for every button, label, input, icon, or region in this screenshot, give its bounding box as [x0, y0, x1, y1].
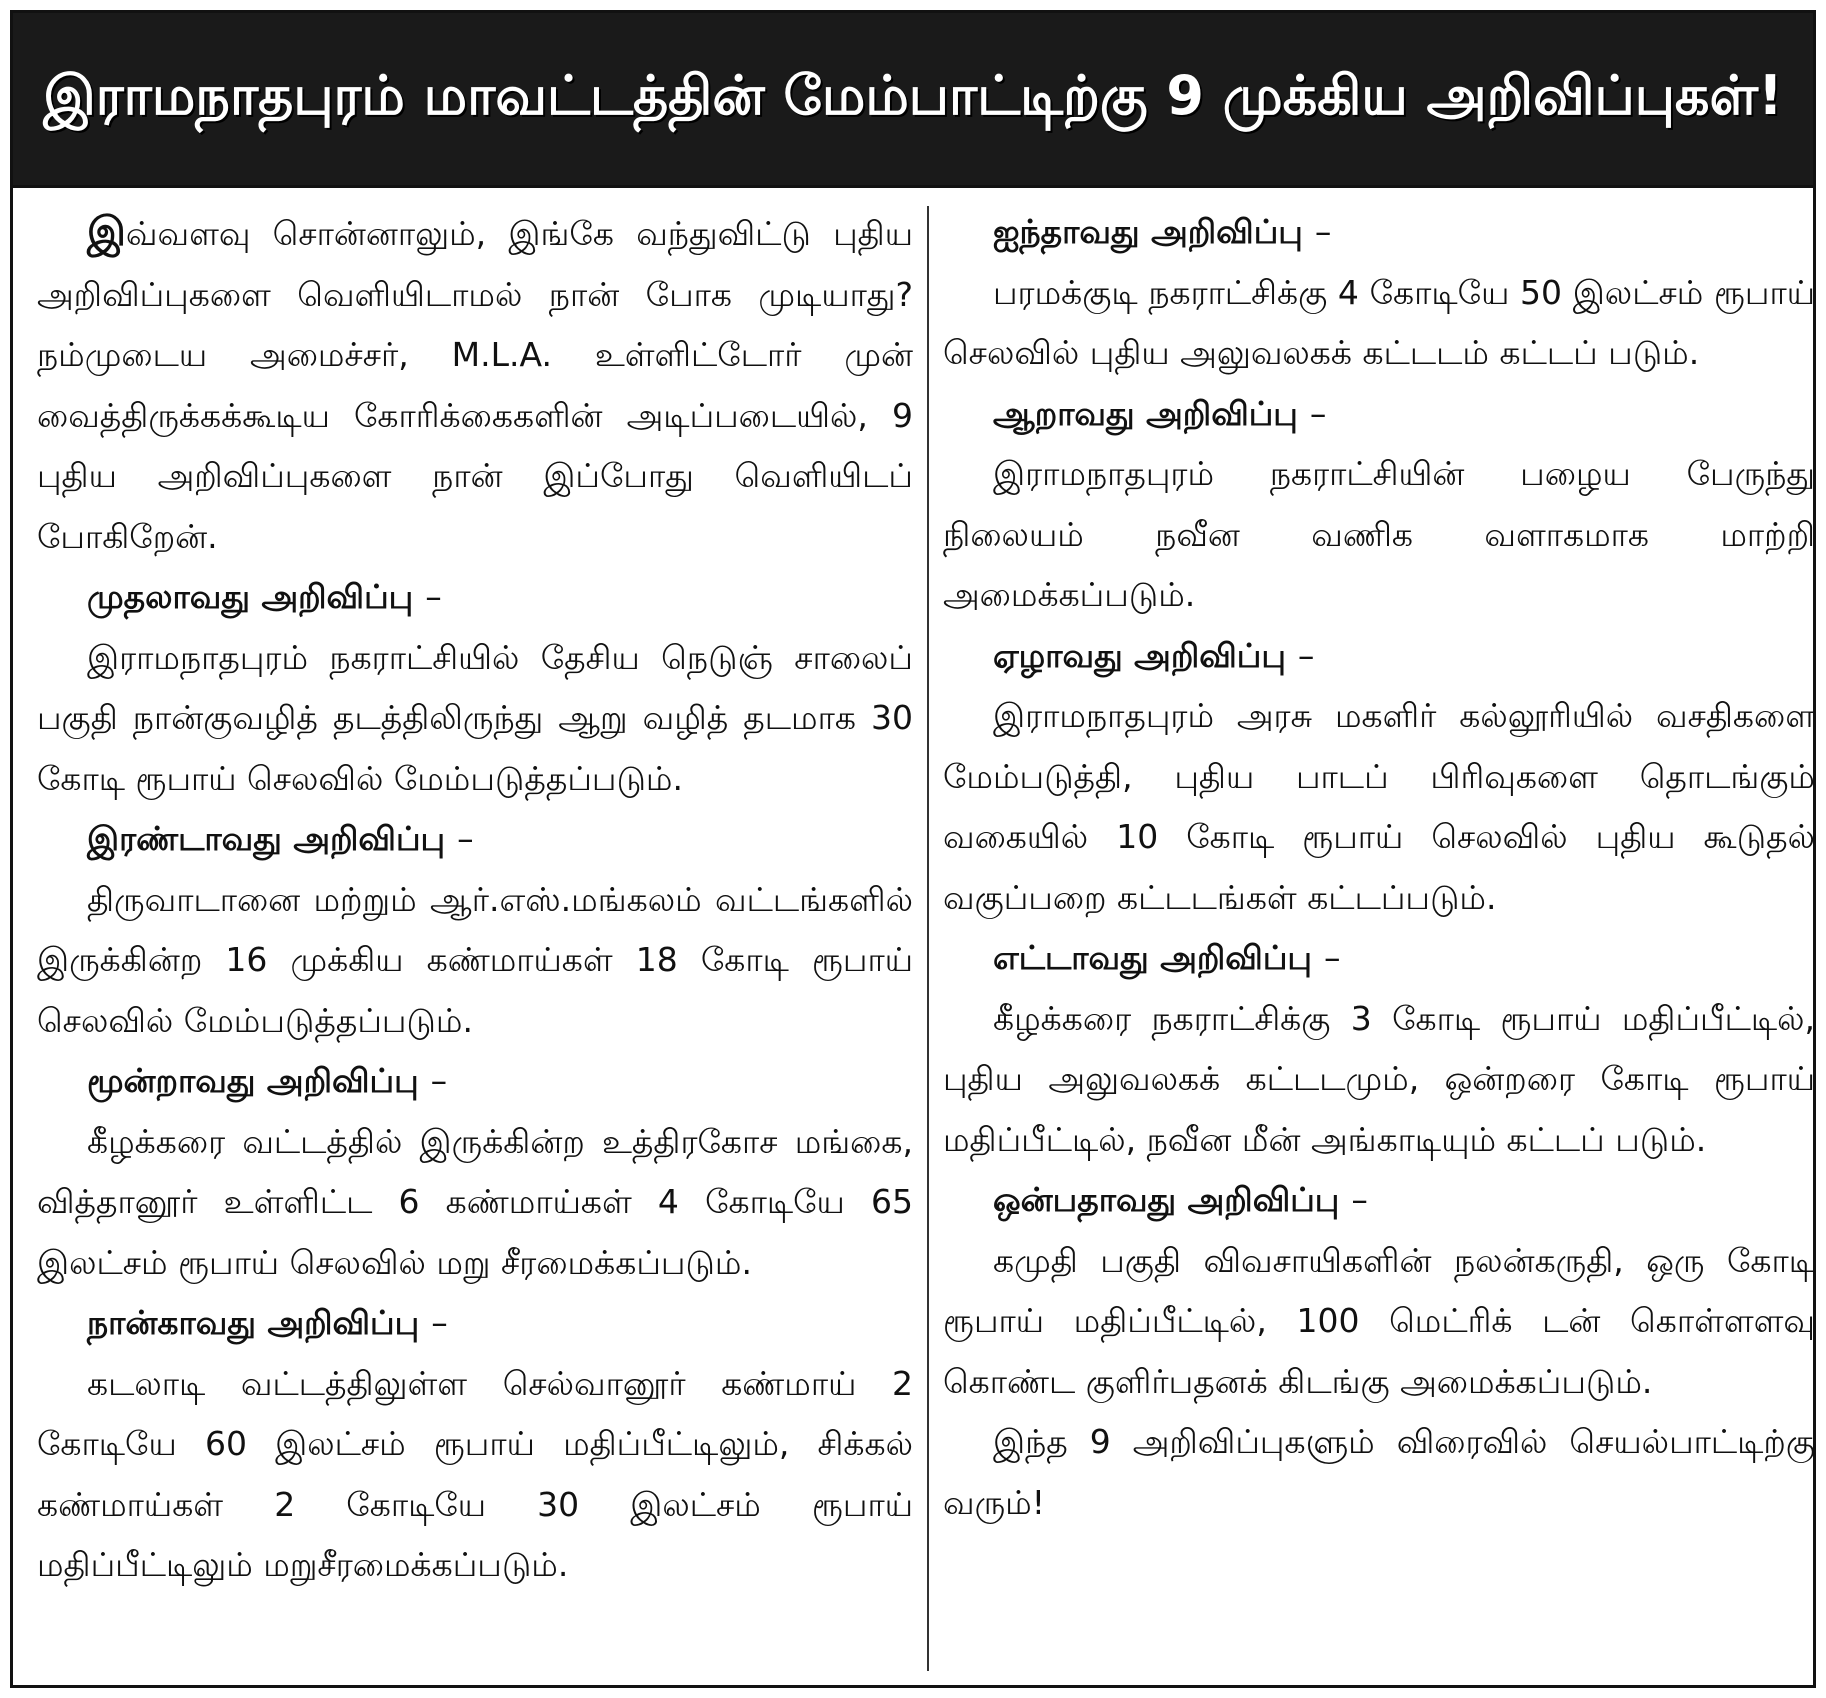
document-frame [10, 10, 1816, 1688]
announcement-heading-8 [943, 928, 1815, 989]
heading-dash: – [430, 1061, 448, 1100]
announcement-text-9: கமுதி பகுதி விவசாயிகளின் நலன்கருதி, ஒரு கோடி ரூபாய் மதிப்பீட்டில், 100 மெட்ரிக் டன் கொள்ளளவு கொண்ட குளிர்பதனக் கிடங்கு அமைக்கப்படும். [943, 1240, 1815, 1401]
announcement-text-3: கீழக்கரை வட்டத்தில் இருக்கின்ற உத்திரகோச மங்கை, வித்தானூர் உள்ளிட்ட 6 கண்மாய்கள் 4 கோடியே 65 இலட்சம் ரூபாய் செலவில் மறு சீரமைக்கப்படும். [37, 1121, 913, 1282]
closing-paragraph: இந்த 9 அறிவிப்புகளும் விரைவில் செயல்பாட்டிற்கு வரும்! [943, 1422, 1815, 1522]
heading-label: எட்டாவது அறிவிப்பு [993, 938, 1312, 977]
title-banner [13, 13, 1813, 185]
announcement-text-2: திருவாடானை மற்றும் ஆர்.எஸ்.மங்கலம் வட்டங்களில் இருக்கின்ற 16 முக்கிய கண்மாய்கள் 18 கோடி ரூபாய் செலவில் மேம்படுத்தப்படும். [37, 879, 913, 1040]
article-body [13, 185, 1813, 1688]
announcement-text-8: கீழக்கரை நகராட்சிக்கு 3 கோடி ரூபாய் மதிப்பீட்டில், புதிய அலுவலகக் கட்டடமும், ஒன்றரை கோடி ரூபாய் மதிப்பீட்டில், நவீன மீன் அங்காடியும் கட்டப் படும். [943, 998, 1815, 1159]
heading-label: ஏழாவது அறிவிப்பு [993, 635, 1286, 675]
heading-label: ஆறாவது அறிவிப்பு [993, 393, 1298, 433]
heading-label: மூன்றாவது அறிவிப்பு [87, 1061, 419, 1100]
heading-label: நான்காவது அறிவிப்பு [87, 1303, 420, 1342]
heading-label: இரண்டாவது அறிவிப்பு [87, 819, 446, 858]
heading-dash: – [431, 1303, 448, 1342]
intro-text: வ்வளவு சொன்னாலும், இங்கே வந்துவிட்டு புதிய அறிவிப்புகளை வெளியிடாமல் நான் போக முடியாது? நம்முடைய அமைச்சர், M.L.A. உள்ளிட்டோர் முன் வைத்திருக்கக்கூடிய கோரிக்கைகளின் அடிப்படையில், 9 புதிய அறிவிப்புகளை நான் இப்போது வெளியிடப் போகிறேன். [37, 214, 913, 556]
heading-dash: – [1351, 1180, 1368, 1219]
heading-dash: – [1309, 393, 1327, 433]
heading-dash: – [1297, 635, 1315, 675]
column-divider [927, 206, 929, 1671]
heading-dash: – [1323, 938, 1341, 977]
announcement-heading-4 [37, 1293, 913, 1354]
announcement-heading-9 [943, 1170, 1815, 1231]
announcement-text-4: கடலாடி வட்டத்திலுள்ள செல்வானூர் கண்மாய் 2 கோடியே 60 இலட்சம் ரூபாய் மதிப்பீட்டிலும், சிக்கல் கண்மாய்கள் 2 கோடியே 30 இலட்சம் ரூபாய் மதிப்பீட்டிலும் மறுசீரமைக்கப்படும். [37, 1363, 913, 1584]
right-column [943, 202, 1815, 1533]
left-column [37, 202, 913, 1596]
heading-label: முதலாவது அறிவிப்பு [87, 577, 414, 616]
announcement-heading-3 [37, 1051, 913, 1112]
announcement-heading-1 [37, 567, 913, 628]
announcement-text-7: இராமநாதபுரம் அரசு மகளிர் கல்லூரியில் வசதிகளை மேம்படுத்தி, புதிய பாடப் பிரிவுகளை தொடங்கும் வகையில் 10 கோடி ரூபாய் செலவில் புதிய கூடுதல் வகுப்பறை கட்டடங்கள் கட்டப்படும். [943, 696, 1815, 917]
heading-dash: – [457, 819, 474, 858]
announcement-text-1: இராமநாதபுரம் நகராட்சியில் தேசிய நெடுஞ் சாலைப் பகுதி நான்குவழித் தடத்திலிருந்து ஆறு வழித் தடமாக 30 கோடி ரூபாய் செலவில் மேம்படுத்தப்படும். [37, 637, 913, 798]
announcement-heading-7 [943, 626, 1815, 687]
announcement-heading-2 [37, 809, 913, 870]
heading-label: ஐந்தாவது அறிவிப்பு [993, 212, 1303, 251]
page-title: இராமநாதபுரம் மாவட்டத்தின் மேம்பாட்டிற்கு 9 முக்கிய அறிவிப்புகள்! [43, 63, 1783, 127]
heading-dash: – [1314, 212, 1332, 251]
heading-dash: – [425, 577, 442, 616]
announcement-heading-5 [943, 202, 1815, 263]
announcement-text-6: இராமநாதபுரம் நகராட்சியின் பழைய பேருந்து நிலையம் நவீன வணிக வளாகமாக மாற்றி அமைக்கப்படும். [943, 454, 1815, 614]
intro-paragraph [37, 202, 913, 567]
heading-label: ஒன்பதாவது அறிவிப்பு [993, 1180, 1340, 1219]
drop-letter: இ [87, 209, 126, 255]
announcement-heading-6 [943, 384, 1815, 445]
announcement-text-5: பரமக்குடி நகராட்சிக்கு 4 கோடியே 50 இலட்சம் ரூபாய் செலவில் புதிய அலுவலகக் கட்டடம் கட்டப் படும். [943, 272, 1815, 372]
